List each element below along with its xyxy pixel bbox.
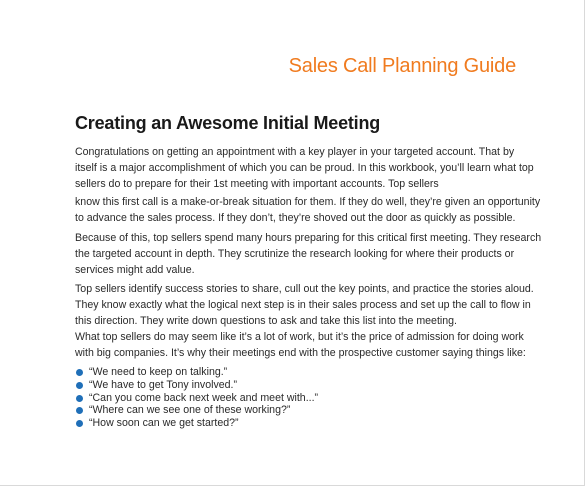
paragraph-line: They know exactly what the logical next step is in their sales process and set up the call to flow in — [75, 299, 531, 311]
paragraph-first-call — [75, 194, 541, 226]
list-item — [75, 417, 318, 430]
quote-text: “We have to get Tony involved.” — [89, 378, 238, 391]
paragraph-intro — [75, 144, 534, 192]
guide-title: Sales Call Planning Guide — [288, 55, 516, 77]
paragraph-line: Because of this, top sellers spend many hours preparing for this critical first meeting. They research — [75, 232, 542, 244]
bullet-dot-icon — [76, 407, 83, 414]
paragraph-line: the targeted account in depth. They scrutinize the research looking for where their products or — [75, 248, 515, 260]
paragraph-research — [75, 230, 542, 278]
quote-text: “How soon can we get started?” — [89, 417, 239, 430]
list-item — [75, 404, 318, 417]
quote-text: “We need to keep on talking.” — [89, 366, 228, 378]
bullet-dot-icon — [76, 382, 83, 389]
list-item — [75, 392, 318, 405]
section-heading: Creating an Awesome Initial Meeting — [75, 113, 381, 133]
customer-quotes-list — [75, 366, 318, 430]
bullet-dot-icon — [76, 395, 83, 402]
paragraph-line: Top sellers identify success stories to share, cull out the key points, and practice the stories aloud. — [75, 283, 534, 295]
paragraph-line: to advance the sales process. If they don’t, they’re shoved out the door as quickly as possible. — [75, 212, 516, 224]
paragraph-line: sellers do to prepare for their 1st meeting with important accounts. Top sellers — [75, 178, 439, 190]
bullet-dot-icon — [76, 420, 83, 427]
bullet-dot-icon — [76, 369, 83, 376]
paragraph-line: services might add value. — [75, 264, 195, 276]
paragraph-line: this direction. They write down questions to ask and take this list into the meeting. — [75, 315, 457, 327]
list-item — [75, 379, 318, 392]
paragraph-line: with big companies. It’s why their meetings end with the prospective customer saying things like: — [75, 347, 526, 359]
paragraph-success-stories — [75, 281, 534, 329]
paragraph-line: know this first call is a make-or-break situation for them. If they do well, they’re given an opportunity — [75, 196, 541, 208]
paragraph-price-of-admission — [75, 329, 525, 361]
quote-text: “Can you come back next week and meet with...” — [89, 391, 319, 404]
list-item — [75, 366, 318, 379]
paragraph-line: What top sellers do may seem like it’s a lot of work, but it’s the price of admission for doing work — [75, 331, 524, 343]
paragraph-line: itself is a major accomplishment of which you can be proud. In this workbook, you’ll learn what top — [75, 162, 534, 174]
quote-text: “Where can we see one of these working?” — [89, 404, 291, 417]
paragraph-line: Congratulations on getting an appointment with a key player in your targeted account. That by — [75, 146, 515, 158]
